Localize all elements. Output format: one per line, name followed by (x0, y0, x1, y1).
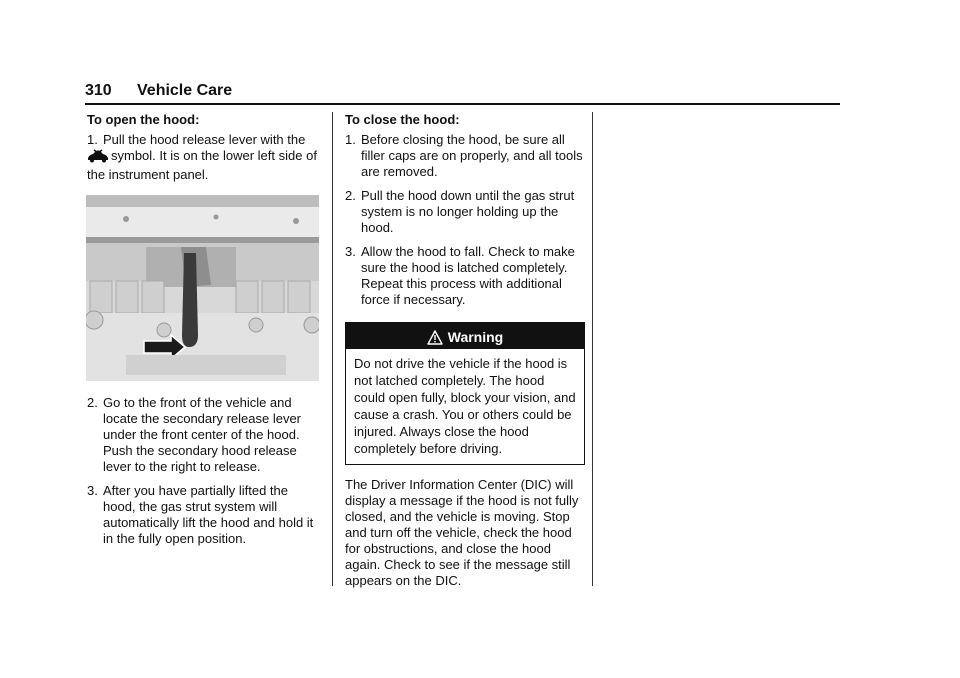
step-text: Before closing the hood, be sure all filler caps are on properly, and all tools are removed. (361, 132, 583, 179)
section-title: Vehicle Care (137, 82, 233, 99)
step-number: 3. (87, 483, 98, 498)
warning-box (345, 322, 585, 465)
close-hood-column (345, 112, 585, 589)
page-number: 310 (85, 82, 112, 99)
step-number: 3. (345, 244, 356, 259)
close-step-3 (345, 244, 585, 308)
step-text: Pull the hood down until the gas strut system is no longer holding up the hood. (361, 188, 575, 235)
open-step-2 (87, 395, 322, 475)
hood-release-car-icon (87, 149, 109, 167)
open-step-3 (87, 483, 322, 547)
warning-triangle-icon (427, 330, 443, 345)
hood-release-lever-photo (86, 195, 319, 381)
open-step-1 (87, 132, 322, 183)
column-divider-right (592, 112, 593, 586)
step-number: 1. (345, 132, 356, 147)
step-number: 2. (345, 188, 356, 203)
step-number: 2. (87, 395, 98, 410)
page-header (85, 82, 840, 104)
close-step-2 (345, 188, 585, 236)
step-text: Pull the hood release lever with the (103, 132, 306, 147)
close-hood-heading: To close the hood: (345, 112, 460, 127)
open-hood-column (87, 112, 322, 555)
dic-note: The Driver Information Center (DIC) will display a message if the hood is not fully closed, and the vehicle is moving. Stop and turn off the vehicle, check the hood for obstructions, and close the hood again. Check to see if the message still appears on the DIC. (345, 477, 579, 588)
column-divider-left (332, 112, 333, 586)
step-text: Go to the front of the vehicle and locate the secondary release lever under the front center of the hood. Push the secondary hood release lever to the right to release. (103, 395, 302, 474)
step-text: After you have partially lifted the hood, the gas strut system will automatically lift the hood and hold it in the fully open position. (103, 483, 314, 546)
open-hood-heading: To open the hood: (87, 112, 200, 127)
header-rule (85, 103, 840, 105)
close-step-1 (345, 132, 585, 180)
step-number: 1. (87, 132, 98, 147)
warning-title: Warning (447, 329, 504, 345)
step-text: Allow the hood to fall. Check to make sure the hood is latched completely. Repeat this process with additional force if necessary. (361, 244, 575, 307)
warning-body: Do not drive the vehicle if the hood is not latched completely. The hood could open fully, block your vision, and cause a crash. You or others could be injured. Always close the hood completely before driving. (354, 356, 576, 456)
step-text-after-icon: symbol. It is on the lower left side of the instrument panel. (87, 148, 317, 182)
step-continuation (87, 148, 322, 183)
warning-header (346, 323, 584, 349)
